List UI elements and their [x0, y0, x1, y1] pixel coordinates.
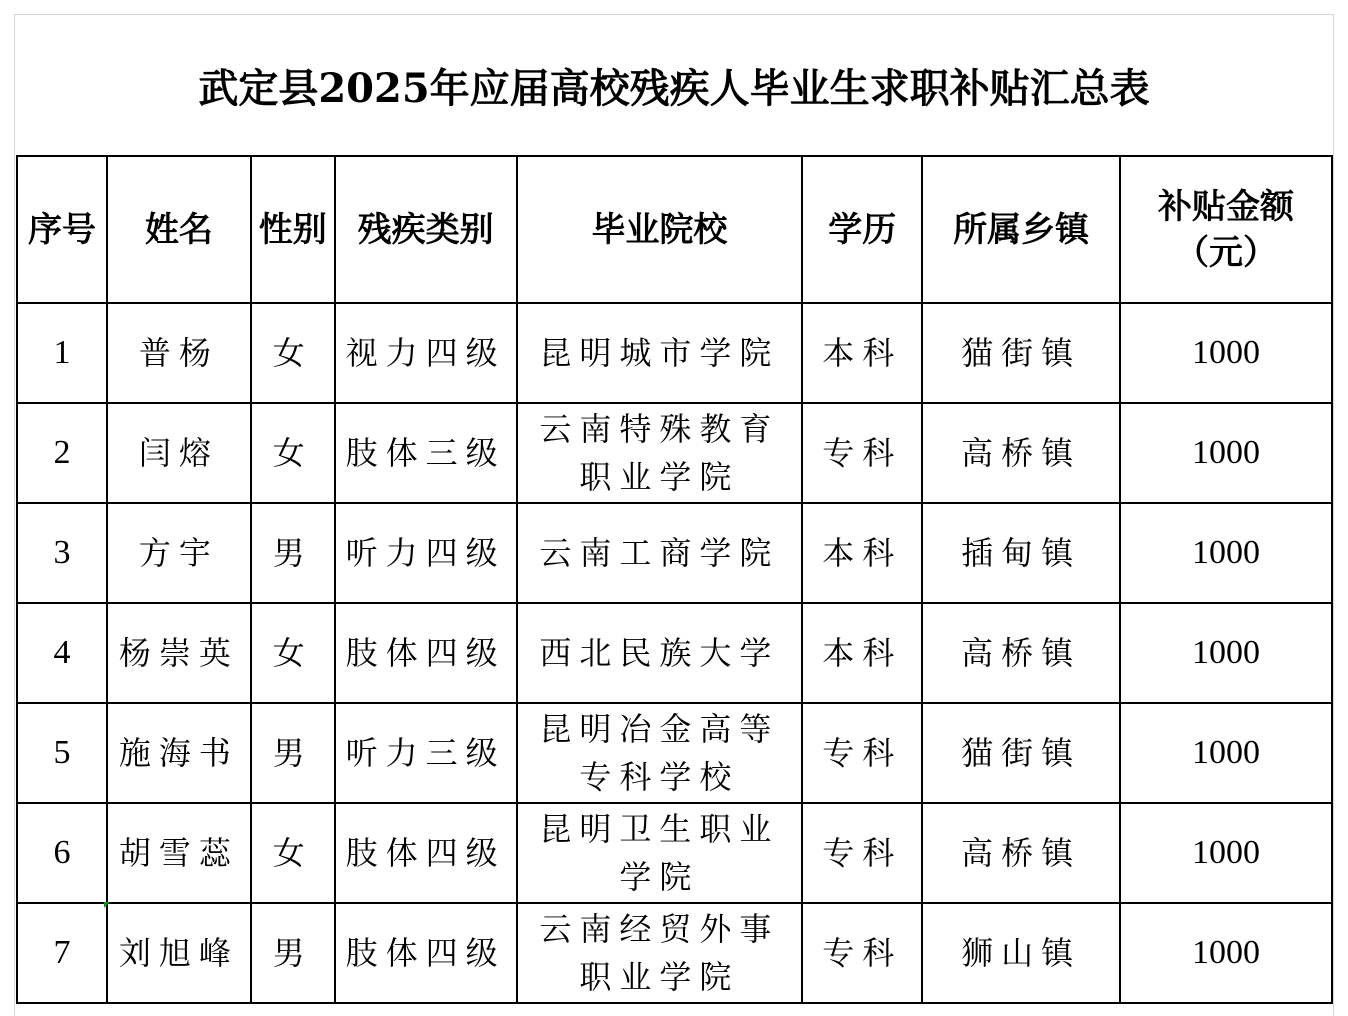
- cell-school: 昆明城市学院: [517, 303, 803, 403]
- cell-school: 西北民族大学: [517, 603, 803, 703]
- cell-amount: 1000: [1120, 903, 1332, 1003]
- table-row: [17, 803, 1332, 903]
- header-amount: 补贴金额（元）: [1120, 156, 1332, 303]
- cell-index: 5: [17, 703, 107, 803]
- cell-amount: 1000: [1120, 703, 1332, 803]
- table-row: [17, 603, 1332, 703]
- cell-town: 高桥镇: [922, 603, 1120, 703]
- cell-education: 专科: [802, 903, 922, 1003]
- cell-index: 4: [17, 603, 107, 703]
- cell-disability: 肢体三级: [335, 403, 517, 503]
- cell-town: 插甸镇: [922, 503, 1120, 603]
- table-row: [17, 303, 1332, 403]
- cell-gender: 男: [251, 503, 335, 603]
- cell-school: 云南特殊教育职业学院: [517, 403, 803, 503]
- table-row: [17, 403, 1332, 503]
- cell-gender: 男: [251, 903, 335, 1003]
- header-disability: 残疾类别: [335, 156, 517, 303]
- header-index: 序号: [17, 156, 107, 303]
- header-gender: 性别: [251, 156, 335, 303]
- cell-education: 本科: [802, 303, 922, 403]
- header-school: 毕业院校: [517, 156, 803, 303]
- cell-index: 1: [17, 303, 107, 403]
- cell-school: 昆明冶金高等专科学校: [517, 703, 803, 803]
- cell-name: 闫熔: [107, 403, 251, 503]
- cell-index: 6: [17, 803, 107, 903]
- cell-name: 普杨: [107, 303, 251, 403]
- table-row: [17, 903, 1332, 1003]
- cell-name: 方宇: [107, 503, 251, 603]
- cell-education: 专科: [802, 803, 922, 903]
- cell-education: 专科: [802, 403, 922, 503]
- cell-education: 本科: [802, 603, 922, 703]
- cell-gender: 女: [251, 803, 335, 903]
- cell-amount: 1000: [1120, 503, 1332, 603]
- cell-amount: 1000: [1120, 403, 1332, 503]
- cell-education: 本科: [802, 503, 922, 603]
- cell-gender: 女: [251, 303, 335, 403]
- cell-town: 猫街镇: [922, 703, 1120, 803]
- cell-disability: 肢体四级: [335, 803, 517, 903]
- cell-town: 猫街镇: [922, 303, 1120, 403]
- cell-index: 2: [17, 403, 107, 503]
- cell-education: 专科: [802, 703, 922, 803]
- cell-school: 云南工商学院: [517, 503, 803, 603]
- spreadsheet-page: [14, 14, 1334, 1016]
- cell-amount: 1000: [1120, 803, 1332, 903]
- cell-school: 昆明卫生职业学院: [517, 803, 803, 903]
- cell-gender: 男: [251, 703, 335, 803]
- cell-name: 刘旭峰: [107, 903, 251, 1003]
- cell-index: 7: [17, 903, 107, 1003]
- cell-gender: 女: [251, 603, 335, 703]
- cell-school: 云南经贸外事职业学院: [517, 903, 803, 1003]
- cell-town: 高桥镇: [922, 803, 1120, 903]
- cell-disability: 肢体四级: [335, 603, 517, 703]
- header-town: 所属乡镇: [922, 156, 1120, 303]
- cell-disability: 肢体四级: [335, 903, 517, 1003]
- cell-town: 高桥镇: [922, 403, 1120, 503]
- subsidy-summary-table: [16, 155, 1333, 1004]
- header-name: 姓名: [107, 156, 251, 303]
- cell-name: 胡雪蕊: [107, 803, 251, 903]
- cell-town: 狮山镇: [922, 903, 1120, 1003]
- table-header-row: [17, 156, 1332, 303]
- cell-amount: 1000: [1120, 303, 1332, 403]
- cell-disability: 听力三级: [335, 703, 517, 803]
- cell-index: 3: [17, 503, 107, 603]
- cell-disability: 听力四级: [335, 503, 517, 603]
- cell-name: 杨崇英: [107, 603, 251, 703]
- header-education: 学历: [802, 156, 922, 303]
- table-row: [17, 703, 1332, 803]
- table-row: [17, 503, 1332, 603]
- cell-amount: 1000: [1120, 603, 1332, 703]
- document-title: 武定县2025年应届高校残疾人毕业生求职补贴汇总表: [198, 64, 1150, 112]
- cell-comment-indicator: [104, 902, 110, 908]
- cell-gender: 女: [251, 403, 335, 503]
- cell-name: 施海书: [107, 703, 251, 803]
- cell-disability: 视力四级: [335, 303, 517, 403]
